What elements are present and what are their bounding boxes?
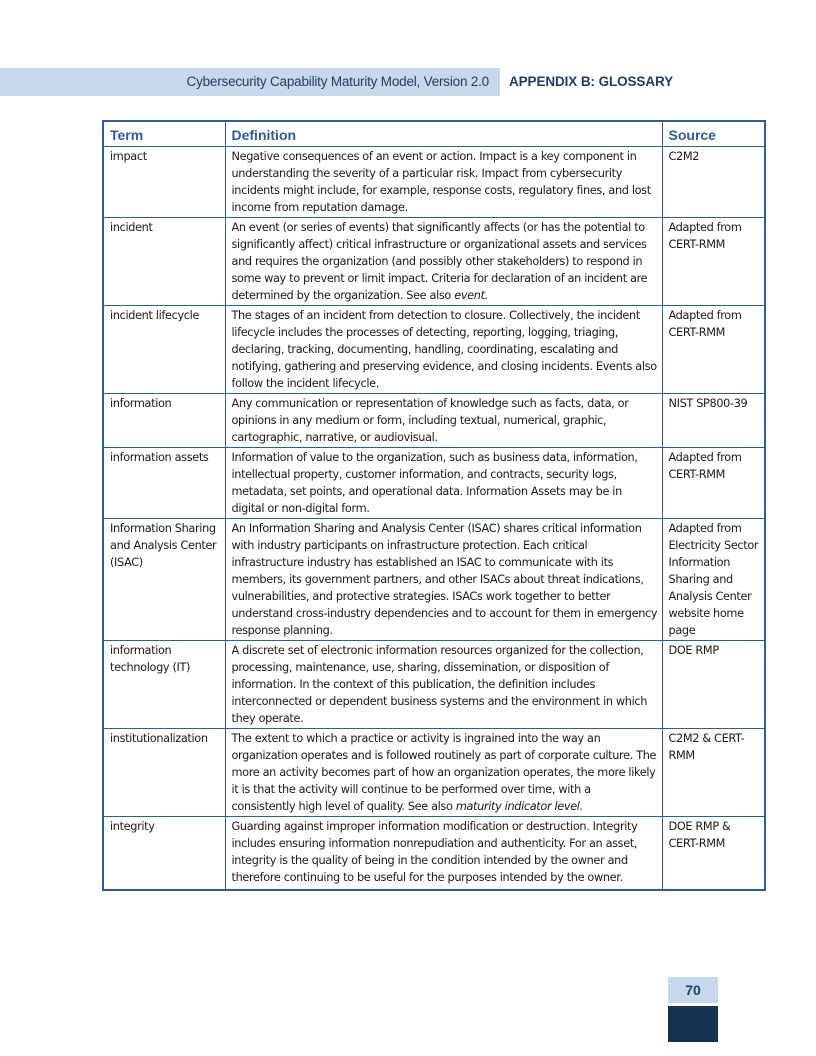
source-cell: NIST SP800-39 xyxy=(662,394,765,448)
definition-text: An event (or series of events) that significantly affects (or has the potential to significantly affect) critical infrastructure or organizational assets and services and requires the organization (and possibly other stakeholders) to respond in some way to prevent or limit impact. Criteria for declaration of an incident are determined by the organization. See also xyxy=(231,221,648,302)
definition-cell: Guarding against improper information modification or destruction. Integrity includes ensuring information nonrepudiation and authenticity. For an asset, integrity is the quality of being in the condition intended by the owner and therefore continuing to be useful for the purposes intended by the owner. xyxy=(225,817,662,891)
section-title: APPENDIX B: GLOSSARY xyxy=(509,74,674,89)
definition-cell: Negative consequences of an event or action. Impact is a key component in understanding the severity of a particular risk. Impact from cybersecurity incidents might include, for example, response costs, regulatory fines, and lost income from reputation damage. xyxy=(225,147,662,218)
table-row xyxy=(103,394,765,448)
column-header-definition: Definition xyxy=(225,121,662,147)
term-cell: impact xyxy=(103,147,225,218)
column-header-source: Source xyxy=(662,121,765,147)
definition-cell: A discrete set of electronic information resources organized for the collection, processing, maintenance, use, sharing, dissemination, or disposition of information. In the context of this publication, the definition includes interconnected or dependent business systems and the environment in which they operate. xyxy=(225,641,662,729)
table-row xyxy=(103,218,765,306)
table-row xyxy=(103,448,765,519)
term-cell: incident xyxy=(103,218,225,306)
page-number-block xyxy=(668,1006,718,1042)
term-cell: integrity xyxy=(103,817,225,891)
see-also-link: maturity indicator level. xyxy=(455,800,583,813)
term-cell: incident lifecycle xyxy=(103,306,225,394)
source-cell: C2M2 & CERT-RMM xyxy=(662,729,765,817)
definition-cell: The stages of an incident from detection to closure. Collectively, the incident lifecycle includes the processes of detecting, reporting, logging, triaging, declaring, tracking, documenting, handling, coordinating, escalating and notifying, gathering and preserving evidence, and closing incidents. Events also follow the incident lifecycle. xyxy=(225,306,662,394)
glossary-table xyxy=(102,120,766,891)
definition-cell: An Information Sharing and Analysis Center (ISAC) shares critical information with industry participants on infrastructure protection. Each critical infrastructure industry has established an ISAC to communicate with its members, its government partners, and other ISACs about threat indications, vulnerabilities, and protective strategies. ISACs work together to better understand cross-industry dependencies and to account for them in emergency response planning. xyxy=(225,519,662,641)
definition-cell xyxy=(225,218,662,306)
term-cell: information assets xyxy=(103,448,225,519)
term-cell: institutionalization xyxy=(103,729,225,817)
table-row xyxy=(103,641,765,729)
see-also-link: event. xyxy=(454,289,488,302)
table-row xyxy=(103,519,765,641)
source-cell: DOE RMP & CERT-RMM xyxy=(662,817,765,891)
source-cell: Adapted from CERT-RMM xyxy=(662,448,765,519)
source-cell: C2M2 xyxy=(662,147,765,218)
table-row xyxy=(103,306,765,394)
source-cell: Adapted from CERT-RMM xyxy=(662,218,765,306)
document-title: Cybersecurity Capability Maturity Model, Version 2.0 xyxy=(186,74,489,89)
definition-cell xyxy=(225,729,662,817)
table-row xyxy=(103,729,765,817)
term-cell: information xyxy=(103,394,225,448)
table-row xyxy=(103,147,765,218)
column-header-term: Term xyxy=(103,121,225,147)
term-cell: Information Sharing and Analysis Center (ISAC) xyxy=(103,519,225,641)
source-cell: Adapted from Electricity Sector Information Sharing and Analysis Center website home page xyxy=(662,519,765,641)
table-header-row xyxy=(103,121,765,147)
definition-text: The extent to which a practice or activity is ingrained into the way an organization operates and is followed routinely as part of corporate culture. The more an activity becomes part of how an organization operates, the more likely it is that the activity will continue to be performed over time, with a consistently high level of quality. See also xyxy=(231,732,657,813)
source-cell: DOE RMP xyxy=(662,641,765,729)
term-cell: information technology (IT) xyxy=(103,641,225,729)
source-cell: Adapted from CERT-RMM xyxy=(662,306,765,394)
definition-cell: Information of value to the organization, such as business data, information, intellectual property, customer information, and contracts, security logs, metadata, set points, and operational data. Information Assets may be in digital or non-digital form. xyxy=(225,448,662,519)
table-row xyxy=(103,817,765,891)
definition-cell: Any communication or representation of knowledge such as facts, data, or opinions in any medium or form, including textual, numerical, graphic, cartographic, narrative, or audiovisual. xyxy=(225,394,662,448)
page-number: 70 xyxy=(668,977,718,1003)
